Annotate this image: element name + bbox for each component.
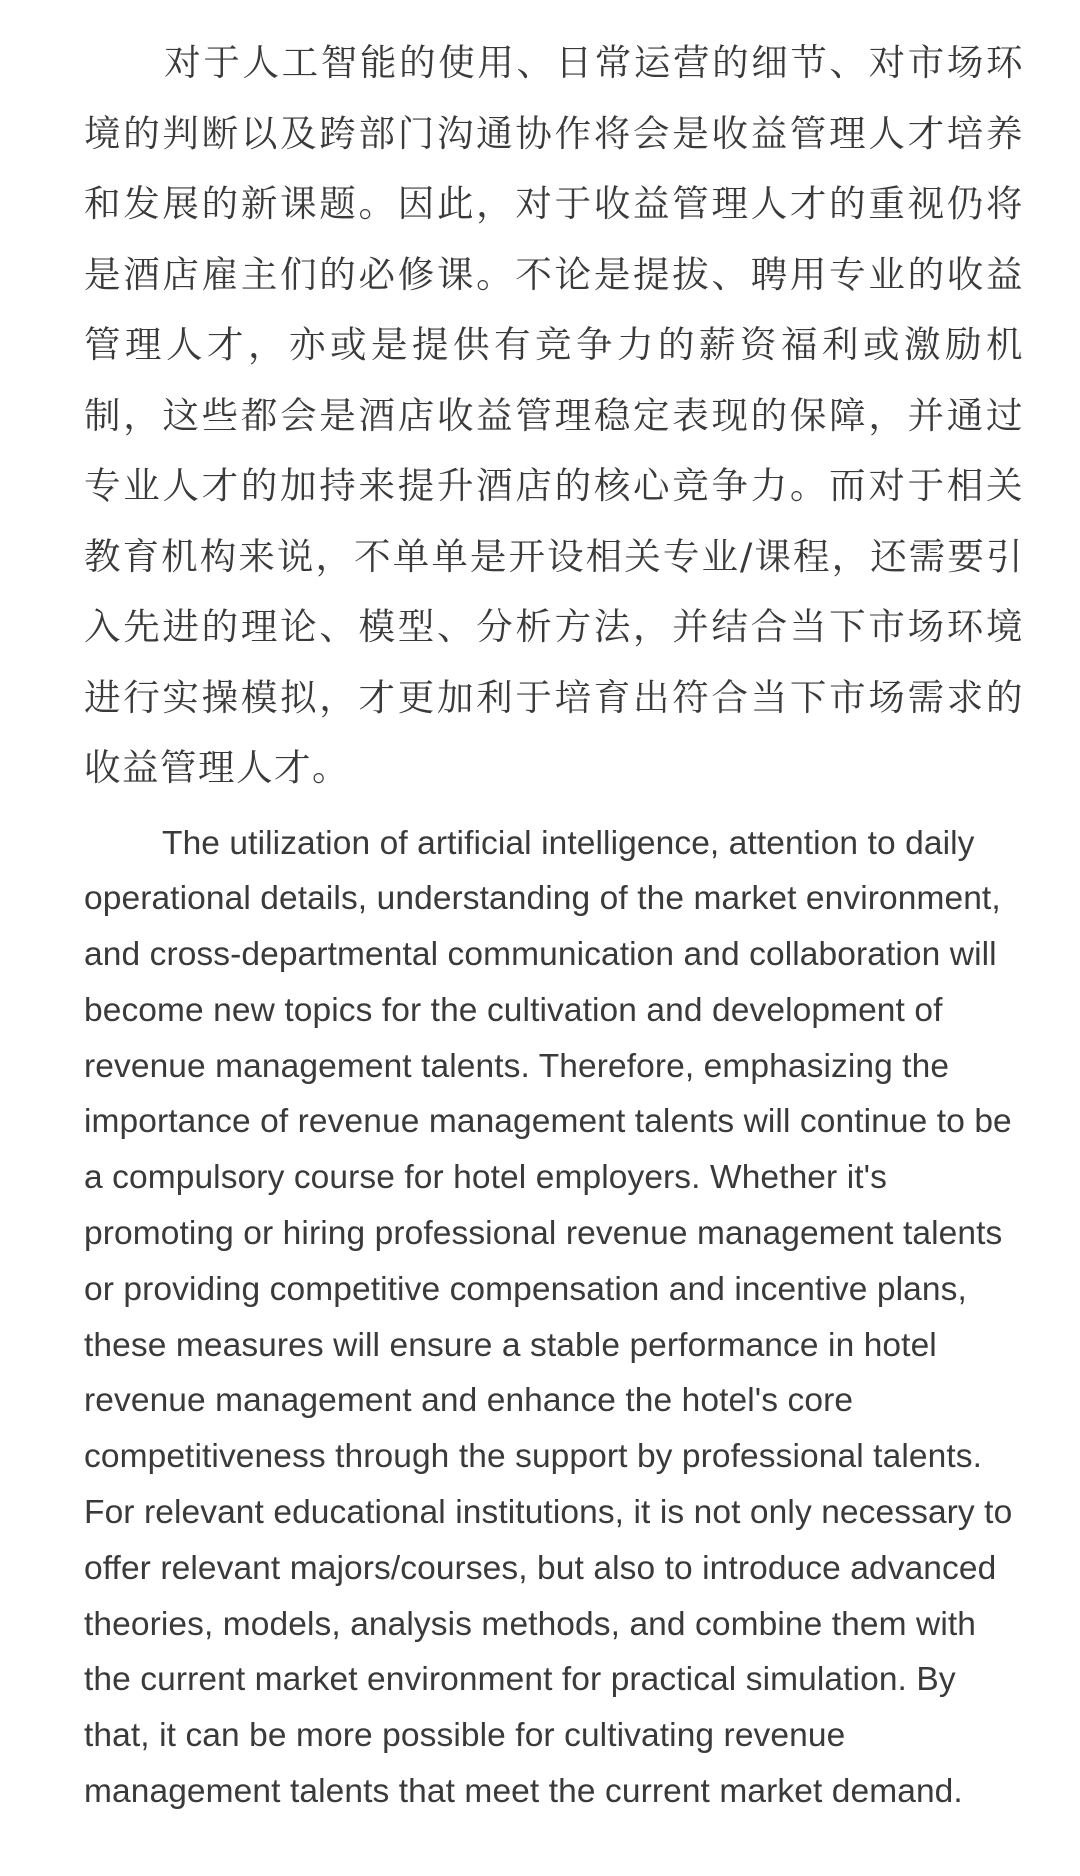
article-body xyxy=(84,28,1024,1820)
english-paragraph: The utilization of artificial intelligence, attention to daily operational details, understanding of the market environment, and cross-departmental communication and collaboration will become new topics for the cultivation and development of revenue management talents. Therefore, emphasizing the importance of revenue management talents will continue to be a compulsory course for hotel employers. Whether it's promoting or hiring professional revenue management talents or providing competitive compensation and incentive plans, these measures will ensure a stable performance in hotel revenue management and enhance the hotel's core competitiveness through the support by professional talents. For relevant educational institutions, it is not only necessary to offer relevant majors/courses, but also to introduce advanced theories, models, analysis methods, and combine them with the current market environment for practical simulation. By that, it can be more possible for cultivating revenue management talents that meet the current market demand. xyxy=(84,824,1013,1811)
chinese-paragraph: 对于人工智能的使用、日常运营的细节、对市场环境的判断以及跨部门沟通协作将会是收益管理人才培养和发展的新课题。因此，对于收益管理人才的重视仍将是酒店雇主们的必修课。不论是提拔、聘用专业的收益管理人才，亦或是提供有竞争力的薪资福利或激励机制，这些都会是酒店收益管理稳定表现的保障，并通过专业人才的加持来提升酒店的核心竞争力。而对于相关教育机构来说，不单单是开设相关专业/课程，还需要引入先进的理论、模型、分析方法，并结合当下市场环境进行实操模拟，才更加利于培育出符合当下市场需求的收益管理人才。 xyxy=(84,41,1024,789)
